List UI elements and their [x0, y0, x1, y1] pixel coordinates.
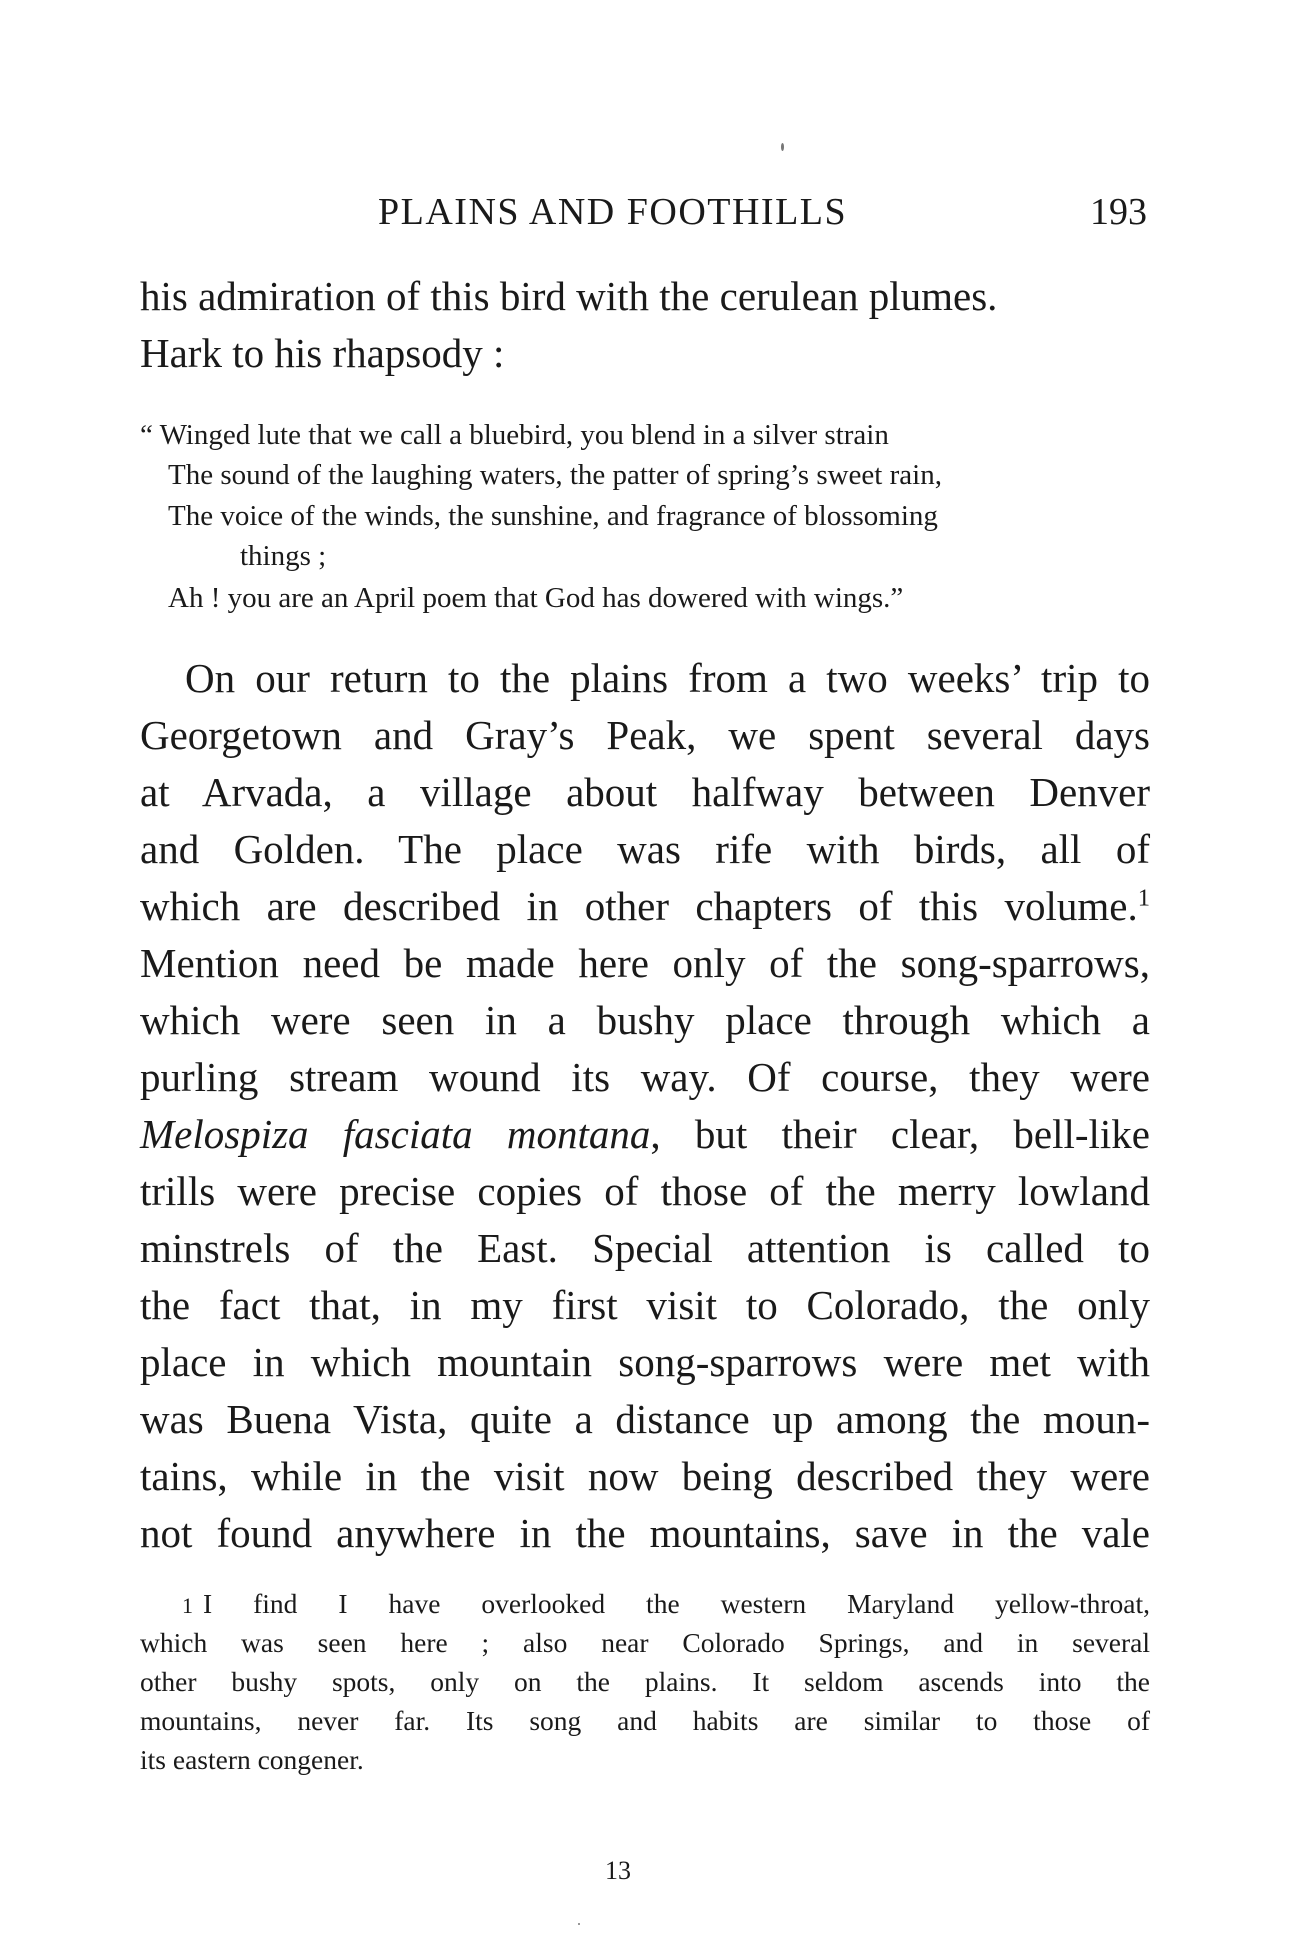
poem-line: The voice of the winds, the sunshine, and fragrance of blossoming [168, 500, 938, 532]
intro-line-2: Hark to his rhapsody : [140, 330, 505, 376]
paragraph-line: tains, while in the visit now being described they were [140, 1453, 1150, 1499]
page-number: 193 [1090, 191, 1147, 233]
paragraph-line [140, 882, 1150, 930]
footnote-line: other bushy spots, only on the plains. It seldom ascends into the [140, 1666, 1150, 1697]
intro-line-1: his admiration of this bird with the cerulean plumes. [140, 273, 998, 319]
paragraph-line: Georgetown and Gray’s Peak, we spent several days [140, 712, 1150, 758]
scan-speck [578, 1923, 580, 1925]
poem-line: Ah ! you are an April poem that God has dowered with wings.” [168, 582, 904, 614]
paragraph-line-text: , but their clear, bell-like [650, 1111, 1150, 1157]
footnote-line: mountains, never far. Its song and habits are similar to those of [140, 1705, 1150, 1736]
paragraph-line: minstrels of the East. Special attention is called to [140, 1225, 1150, 1271]
footnote-line: 1 I find I have overlooked the western Maryland yellow-throat, [182, 1588, 1150, 1619]
footnote-marker: 1 [182, 1593, 193, 1618]
paragraph-line: which were seen in a bushy place through which a [140, 997, 1150, 1043]
poem-line: “ Winged lute that we call a bluebird, you blend in a silver strain [140, 419, 889, 451]
paragraph-line: and Golden. The place was rife with birds, all of [140, 826, 1150, 872]
poem-line: The sound of the laughing waters, the patter of spring’s sweet rain, [168, 459, 942, 491]
paragraph-line: not found anywhere in the mountains, save in the vale [140, 1510, 1150, 1556]
paragraph-line: Mention need be made here only of the song-sparrows, [140, 940, 1150, 986]
paragraph-line: On our return to the plains from a two weeks’ trip to [185, 655, 1150, 701]
footnote-line: which was seen here ; also near Colorado Springs, and in several [140, 1627, 1150, 1658]
paragraph-line [140, 1110, 1150, 1158]
paragraph-line-text: which are described in other chapters of this volume. [140, 883, 1138, 929]
paragraph-line: was Buena Vista, quite a distance up among the moun- [140, 1396, 1150, 1442]
running-header-title: PLAINS AND FOOTHILLS [378, 191, 848, 233]
signature-mark: 13 [605, 1856, 631, 1885]
scan-speck [781, 143, 784, 151]
paragraph-line: the fact that, in my first visit to Colorado, the only [140, 1282, 1150, 1328]
paragraph-line: at Arvada, a village about halfway between Denver [140, 769, 1150, 815]
paragraph-line: place in which mountain song-sparrows were met with [140, 1339, 1150, 1385]
poem-line: things ; [240, 540, 327, 572]
paragraph-line: trills were precise copies of those of the merry lowland [140, 1168, 1150, 1214]
footnote-reference: 1 [1137, 884, 1150, 912]
species-name: Melospiza fasciata montana [140, 1111, 651, 1157]
footnote-line: its eastern congener. [140, 1744, 364, 1775]
paragraph-line: purling stream wound its way. Of course, they were [140, 1054, 1150, 1100]
